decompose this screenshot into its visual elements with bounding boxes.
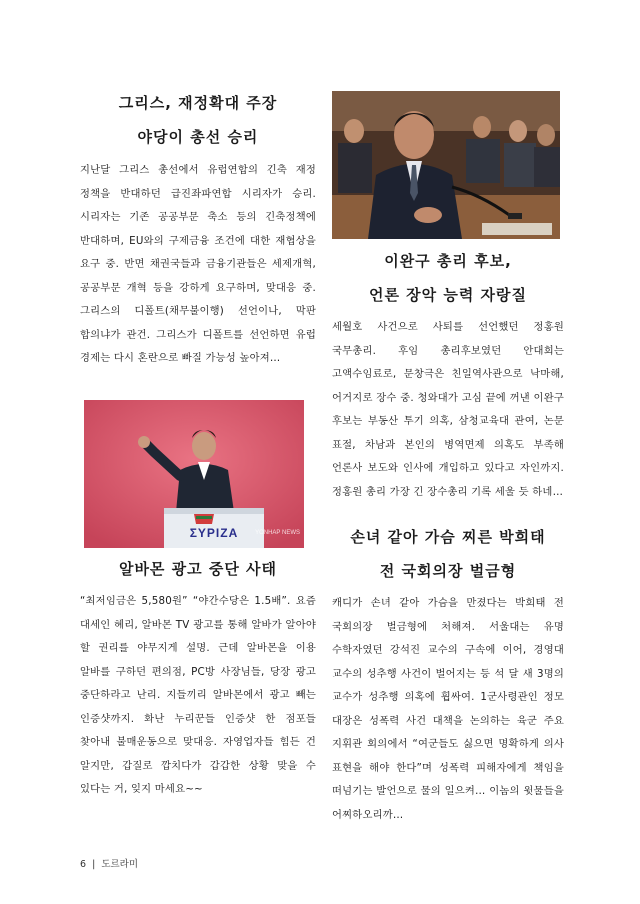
watermark: YONHAP NEWS bbox=[255, 530, 300, 536]
pm-article bbox=[332, 244, 564, 504]
parkheetae-body: 캐디가 손녀 같아 가슴을 만졌다는 박희태 전 국회의장 벌금형에 처해져. 서울대는 유명 수학자였던 강석진 교수의 구속에 이어, 경영대 교수의 성추행 사건이 벌어지는 등 석 달 새 3명의 교수가 성추행 의혹에 휩싸여. 1군사령관인 정모 대장은 성폭력 사건 대책을 논의하는 육군 주요 지휘관 회의에서 “여군들도 싫으면 명확하게 의사 표현을 해야 한다”며 성폭력 피해자에게 책임을 떠넘기는 발언으로 물의 일으켜… 이놈의 윗물들을 어찌하오리까… bbox=[332, 597, 564, 821]
syriza-photo bbox=[84, 400, 304, 548]
pm-title-line1: 이완구 총리 후보, bbox=[384, 252, 512, 270]
albamon-article bbox=[80, 552, 316, 802]
greece-title-line2: 야당이 총선 승리 bbox=[137, 128, 259, 146]
footer-separator: | bbox=[92, 859, 96, 870]
magazine-name: 도르라미 bbox=[101, 859, 139, 870]
man-in-suit-seated-at-hearing-icon bbox=[332, 91, 560, 239]
left-column bbox=[80, 0, 316, 371]
pm-title-line2: 언론 장악 능력 자랑질 bbox=[368, 286, 528, 304]
podium-label: ΣΥΡΙΖΑ bbox=[189, 526, 239, 540]
albamon-title: 알바몬 광고 중단 사태 bbox=[118, 560, 278, 578]
page-number: 6 bbox=[80, 859, 87, 870]
pm-body: 세월호 사건으로 사퇴를 선언했던 정홍원 국무총리. 후임 총리후보였던 안대희는 고액수임료로, 문창극은 친일역사관으로 낙마해, 어거지로 장수 중. 청와대가 고심 끝에 꺼낸 이완구 후보는 부동산 투기 의혹, 삼청교육대 관여, 논문 표절, 차남과 본인의 병역면제 의혹도 부족해 언론사 보도와 인사에 개입하고 있다고 자인까지. 정홍원 총리 가장 긴 장수총리 기록 세울 듯 하네… bbox=[332, 321, 564, 498]
albamon-body: “최저임금은 5,580원” “야간수당은 1.5배”. 요즘 대세인 혜리, 알바몬 TV 광고를 통해 알바가 알아야 할 권리를 야무지게 설명. 근데 알바몬을 이용 알바를 구하던 편의점, PC방 사장님들, 당장 광고 중단하라고 난리. 지들끼리 알바몬에서 광고 빼는 인증샷까지. 화난 누리꾼들 인증샷 한 점포들 찾아내 불매운동으로 맞대응. 자영업자들 힘든 건 알지만, 갑질로 깝치다가 갑갑한 상황 맞을 수 있다는 거, 잊지 마세요~~ bbox=[80, 595, 316, 795]
greece-body: 지난달 그리스 총선에서 유럽연합의 긴축 재정 정책을 반대하던 급진좌파연합 시리자가 승리. 시리자는 기존 공공부문 축소 등의 긴축정책에 반대하며, EU와의 구제금융 조건에 대한 재협상을 요구 중. 반면 채권국들과 금융기관들은 세제개혁, 공공부문 개혁 등을 강하게 요구하며, 맞대응 중. 그리스의 디폴트(채무불이행) 선언이나, 막판 합의냐가 관건. 그리스가 디폴트를 선언하면 유럽 경제는 다시 혼란으로 빠질 가능성 높아져… bbox=[80, 164, 316, 364]
greece-title-line1: 그리스, 재정확대 주장 bbox=[118, 94, 278, 112]
parkheetae-article bbox=[332, 520, 564, 827]
parkheetae-title-line2: 전 국회의장 벌금형 bbox=[379, 562, 517, 580]
pm-photo bbox=[332, 91, 560, 239]
page-footer bbox=[80, 856, 138, 870]
parkheetae-title-line1: 손녀 같아 가슴 찌른 박희태 bbox=[350, 528, 546, 546]
